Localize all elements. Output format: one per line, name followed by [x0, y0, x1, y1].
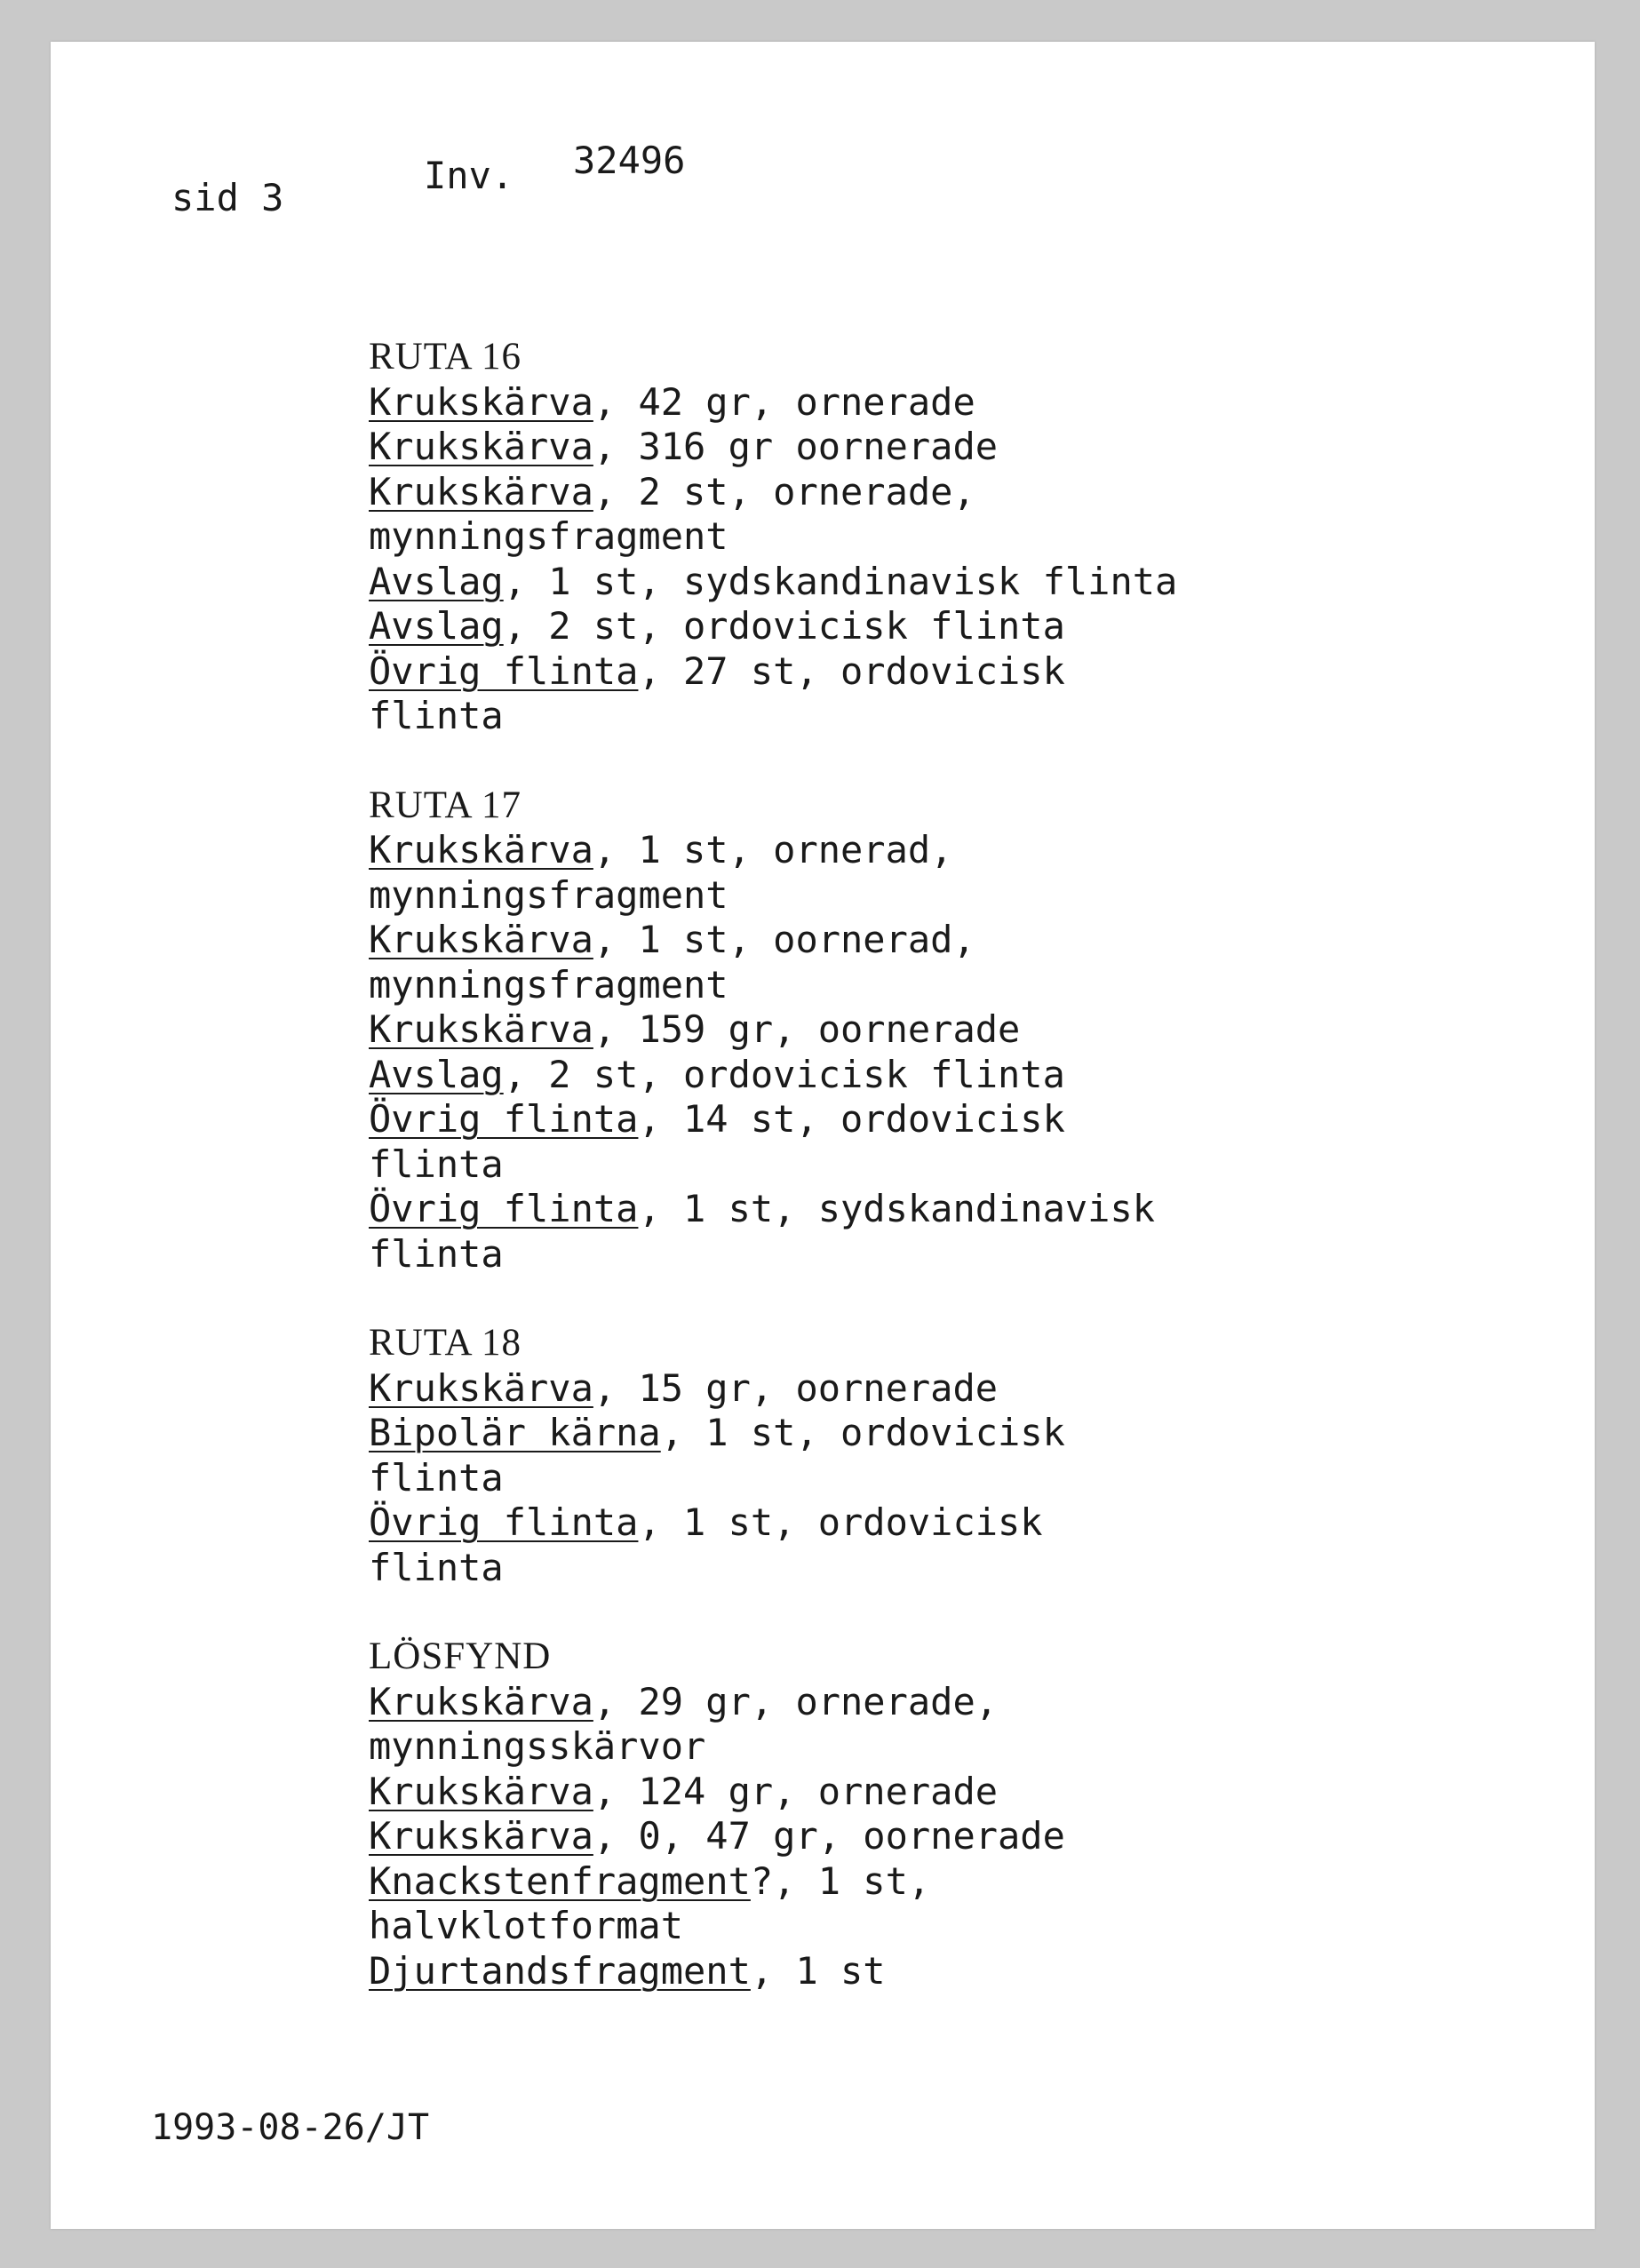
find-details: mynningsfragment: [369, 962, 728, 1007]
find-list: [369, 335, 1479, 2038]
find-section: [369, 784, 1479, 1277]
find-type-term: Krukskärva: [369, 469, 593, 513]
find-entry-line: [369, 1680, 1479, 1725]
find-type-term: Krukskärva: [369, 1814, 593, 1858]
find-entry-line: [369, 1411, 1479, 1456]
find-type-term: Avslag: [369, 1052, 504, 1096]
find-entry-line: [369, 1949, 1479, 1994]
find-type-term: Krukskärva: [369, 1769, 593, 1813]
find-entry-line: [369, 1770, 1479, 1815]
find-type-term: Övrig flinta: [369, 1500, 639, 1544]
find-details: , 15 gr, oornerade: [593, 1365, 999, 1410]
find-entry-line: [369, 1053, 1479, 1098]
find-details: , 1 st, oornerad,: [593, 918, 975, 961]
inventory-label: Inv.: [424, 154, 514, 197]
find-details: , 159 gr, oornerade: [593, 1007, 1021, 1051]
find-details: flinta: [369, 694, 504, 737]
document-page: [51, 42, 1595, 2229]
find-entry-line: [369, 828, 1479, 873]
find-entry-line: [369, 1814, 1479, 1859]
find-details: mynningsskärvor: [369, 1724, 706, 1768]
find-entry-line: [369, 1187, 1479, 1232]
find-details: , 14 st, ordovicisk: [638, 1097, 1065, 1141]
find-type-term: Avslag: [369, 559, 504, 603]
find-details: flinta: [369, 1455, 504, 1500]
find-type-term: Krukskärva: [369, 918, 593, 961]
find-type-term: Krukskärva: [369, 1679, 593, 1723]
find-details: mynningsfragment: [369, 514, 728, 558]
find-type-term: Krukskärva: [369, 828, 593, 871]
find-type-term: Krukskärva: [369, 425, 593, 468]
find-details: , 0, 47 gr, oornerade: [593, 1814, 1065, 1858]
find-type-term: Knackstenfragment: [369, 1858, 751, 1903]
find-details: ?, 1 st,: [750, 1858, 931, 1903]
find-details: , 29 gr, ornerade,: [593, 1679, 999, 1723]
find-entry-line: [369, 1724, 1479, 1770]
find-entry-line: [369, 873, 1479, 919]
find-entry-line: [369, 1366, 1479, 1412]
find-details: , 1 st: [750, 1948, 886, 1993]
section-heading: LÖSFYND: [369, 1635, 552, 1677]
find-type-term: Bipolär kärna: [369, 1411, 661, 1454]
find-entry-line: [369, 604, 1479, 649]
find-section: [369, 1635, 1479, 1993]
find-entry-line: [369, 1456, 1479, 1501]
find-section: [369, 335, 1479, 739]
find-details: , 1 st, ornerad,: [593, 828, 953, 871]
find-details: , 42 gr, ornerade: [593, 379, 975, 424]
find-entry-line: [369, 694, 1479, 739]
find-details: , 2 st, ordovicisk flinta: [503, 604, 1065, 648]
find-entry-line: [369, 1904, 1479, 1949]
find-details: , 1 st, sydskandinavisk: [638, 1187, 1156, 1230]
find-details: , 1 st, ordovicisk: [660, 1411, 1065, 1454]
find-details: flinta: [369, 1231, 504, 1276]
inventory-number: 32496: [573, 139, 686, 182]
find-type-term: Avslag: [369, 604, 504, 648]
find-entry-line: [369, 1232, 1479, 1277]
find-entry-line: [369, 1500, 1479, 1546]
find-type-term: Övrig flinta: [369, 649, 639, 693]
find-details: , 316 gr oornerade: [593, 425, 999, 468]
find-details: , 1 st, sydskandinavisk flinta: [503, 559, 1178, 603]
find-section: [369, 1321, 1479, 1590]
find-type-term: Krukskärva: [369, 1365, 593, 1410]
find-type-term: Övrig flinta: [369, 1187, 639, 1230]
section-heading: RUTA 18: [369, 1322, 521, 1364]
find-details: , 2 st, ornerade,: [593, 469, 975, 513]
section-heading: RUTA 17: [369, 784, 521, 826]
find-details: halvklotformat: [369, 1904, 684, 1947]
find-details: , 27 st, ordovicisk: [638, 649, 1065, 693]
find-details: flinta: [369, 1545, 504, 1589]
find-entry-line: [369, 560, 1479, 605]
find-type-term: Krukskärva: [369, 1007, 593, 1051]
find-entry-line: [369, 425, 1479, 470]
find-entry-line: [369, 1007, 1479, 1053]
find-details: mynningsfragment: [369, 872, 728, 917]
find-entry-line: [369, 1097, 1479, 1142]
find-entry-line: [369, 918, 1479, 963]
find-details: flinta: [369, 1142, 504, 1186]
find-entry-line: [369, 470, 1479, 515]
find-entry-line: [369, 1546, 1479, 1591]
date-signature: 1993-08-26/JT: [151, 2107, 430, 2148]
find-details: , 1 st, ordovicisk: [638, 1500, 1043, 1544]
find-type-term: Krukskärva: [369, 379, 593, 424]
page-reference: sid 3: [171, 176, 284, 219]
find-type-term: Djurtandsfragment: [369, 1948, 751, 1993]
find-entry-line: [369, 1859, 1479, 1905]
find-entry-line: [369, 380, 1479, 426]
find-entry-line: [369, 1142, 1479, 1188]
find-details: , 124 gr, ornerade: [593, 1769, 999, 1813]
find-entry-line: [369, 649, 1479, 695]
find-type-term: Övrig flinta: [369, 1097, 639, 1141]
find-details: , 2 st, ordovicisk flinta: [503, 1052, 1065, 1096]
section-heading: RUTA 16: [369, 336, 521, 378]
find-entry-line: [369, 514, 1479, 560]
find-entry-line: [369, 963, 1479, 1008]
